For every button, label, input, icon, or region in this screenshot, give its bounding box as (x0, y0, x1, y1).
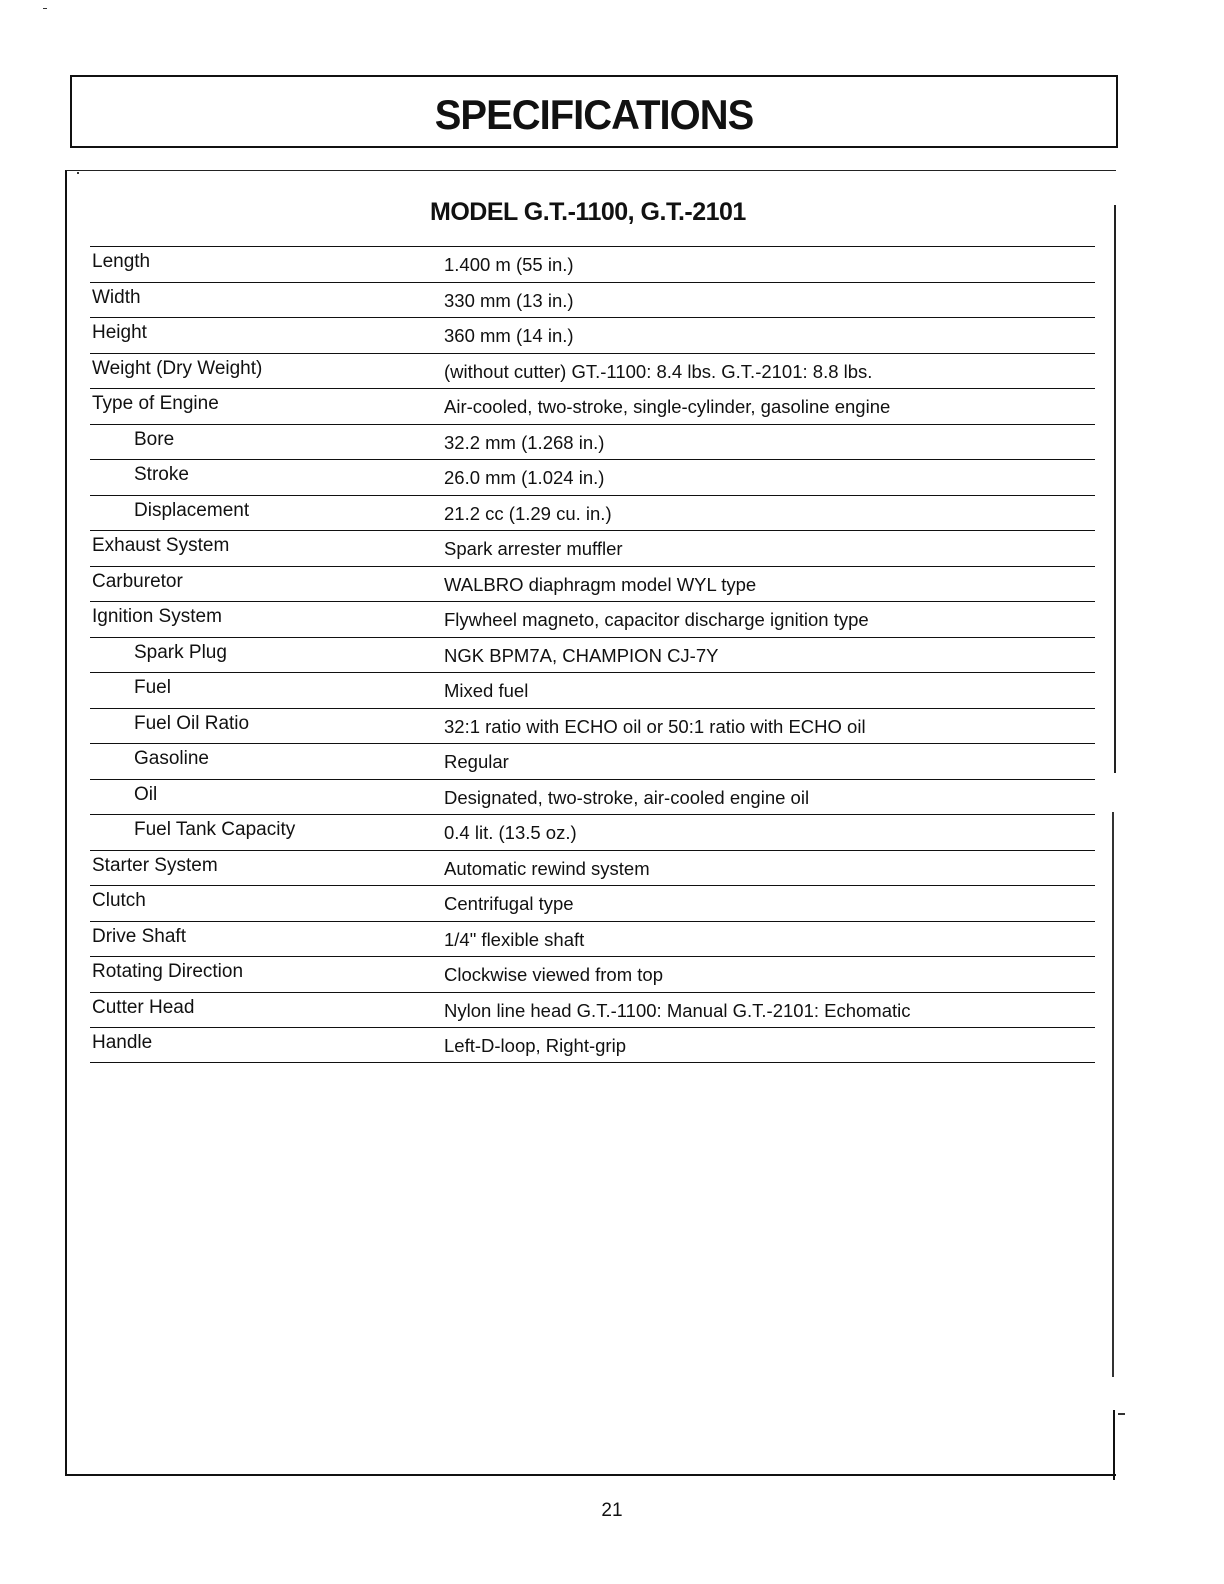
spec-row (90, 708, 1095, 744)
spec-row (90, 885, 1095, 921)
spec-row (90, 637, 1095, 673)
spec-row (90, 424, 1095, 460)
spec-value: Air-cooled, two-stroke, single-cylinder, gasoline engine (444, 396, 891, 417)
spec-row (90, 246, 1095, 282)
title-box (70, 75, 1118, 148)
spec-row (90, 495, 1095, 531)
spec-value: 330 mm (13 in.) (444, 289, 574, 311)
spec-label: Height (92, 322, 147, 343)
panel-right-rule (1113, 1410, 1115, 1480)
spec-label: Clutch (92, 890, 146, 911)
spec-row (90, 743, 1095, 779)
spec-label: Oil (134, 783, 158, 805)
spec-label: Cutter Head (92, 996, 195, 1018)
panel-right-rule (1112, 812, 1114, 1377)
spec-row (90, 1027, 1095, 1063)
scan-mark (77, 172, 79, 174)
spec-label: Fuel Oil Ratio (134, 712, 250, 734)
spec-value: 26.0 mm (1.024 in.) (444, 467, 605, 488)
model-heading: MODEL G.T.-1100, G.T.-2101 (430, 198, 746, 226)
spec-row (90, 921, 1095, 957)
spec-label: Displacement (134, 499, 250, 521)
spec-value: 1/4" flexible shaft (444, 928, 585, 950)
spec-label: Starter System (92, 854, 218, 876)
spec-row (90, 601, 1095, 637)
spec-label: Type of Engine (92, 393, 219, 414)
spec-row (90, 779, 1095, 815)
spec-table (90, 246, 1095, 1063)
spec-value: Clockwise viewed from top (444, 964, 663, 985)
spec-value: Regular (444, 751, 509, 772)
spec-label: Width (92, 286, 141, 308)
spec-label: Ignition System (92, 606, 222, 627)
spec-value: Flywheel magneto, capacitor discharge ignition type (444, 609, 869, 630)
spec-value: 0.4 lit. (13.5 oz.) (444, 822, 577, 843)
spec-value: Automatic rewind system (444, 857, 650, 879)
spec-row (90, 388, 1095, 424)
spec-value: Mixed fuel (444, 680, 529, 701)
spec-label: Drive Shaft (92, 925, 186, 947)
spec-value: (without cutter) GT.-1100: 8.4 lbs. G.T.-2101: 8.8 lbs. (444, 360, 873, 382)
spec-label: Rotating Direction (92, 961, 244, 982)
spec-label: Fuel Tank Capacity (134, 819, 296, 840)
spec-label: Length (92, 251, 151, 272)
scan-mark (43, 8, 47, 9)
spec-row (90, 672, 1095, 708)
scan-mark (1118, 1413, 1125, 1415)
spec-label: Exhaust System (92, 535, 230, 556)
spec-row (90, 353, 1095, 389)
spec-value: 32:1 ratio with ECHO oil or 50:1 ratio with ECHO oil (444, 715, 866, 737)
spec-value: Spark arrester muffler (444, 538, 623, 559)
spec-label: Bore (134, 428, 175, 450)
spec-row (90, 459, 1095, 495)
spec-label: Weight (Dry Weight) (92, 357, 263, 379)
spec-row (90, 317, 1095, 353)
spec-label: Handle (92, 1032, 153, 1053)
spec-value: WALBRO diaphragm model WYL type (444, 573, 757, 595)
spec-value: 1.400 m (55 in.) (444, 254, 574, 275)
spec-row (90, 282, 1095, 318)
panel-right-rule (1114, 205, 1116, 773)
spec-label: Carburetor (92, 570, 183, 592)
spec-value: 360 mm (14 in.) (444, 325, 574, 346)
spec-label: Stroke (134, 464, 189, 485)
spec-row (90, 566, 1095, 602)
spec-value: 21.2 cc (1.29 cu. in.) (444, 502, 612, 524)
spec-label: Spark Plug (134, 641, 227, 663)
spec-row (90, 814, 1095, 850)
spec-row (90, 850, 1095, 886)
spec-label: Gasoline (134, 748, 209, 769)
spec-value: Designated, two-stroke, air-cooled engine oil (444, 786, 810, 808)
spec-row (90, 530, 1095, 566)
page-title: SPECIFICATIONS (434, 91, 754, 138)
spec-value: NGK BPM7A, CHAMPION CJ-7Y (444, 644, 719, 666)
spec-value: 32.2 mm (1.268 in.) (444, 431, 605, 453)
spec-value: Nylon line head G.T.-1100: Manual G.T.-2101: Echomatic (444, 999, 911, 1021)
spec-value: Left-D-loop, Right-grip (444, 1035, 626, 1056)
spec-label: Fuel (134, 677, 171, 698)
spec-value: Centrifugal type (444, 893, 574, 914)
spec-row (90, 992, 1095, 1028)
spec-row (90, 956, 1095, 992)
page-number: 21 (601, 1500, 623, 1521)
